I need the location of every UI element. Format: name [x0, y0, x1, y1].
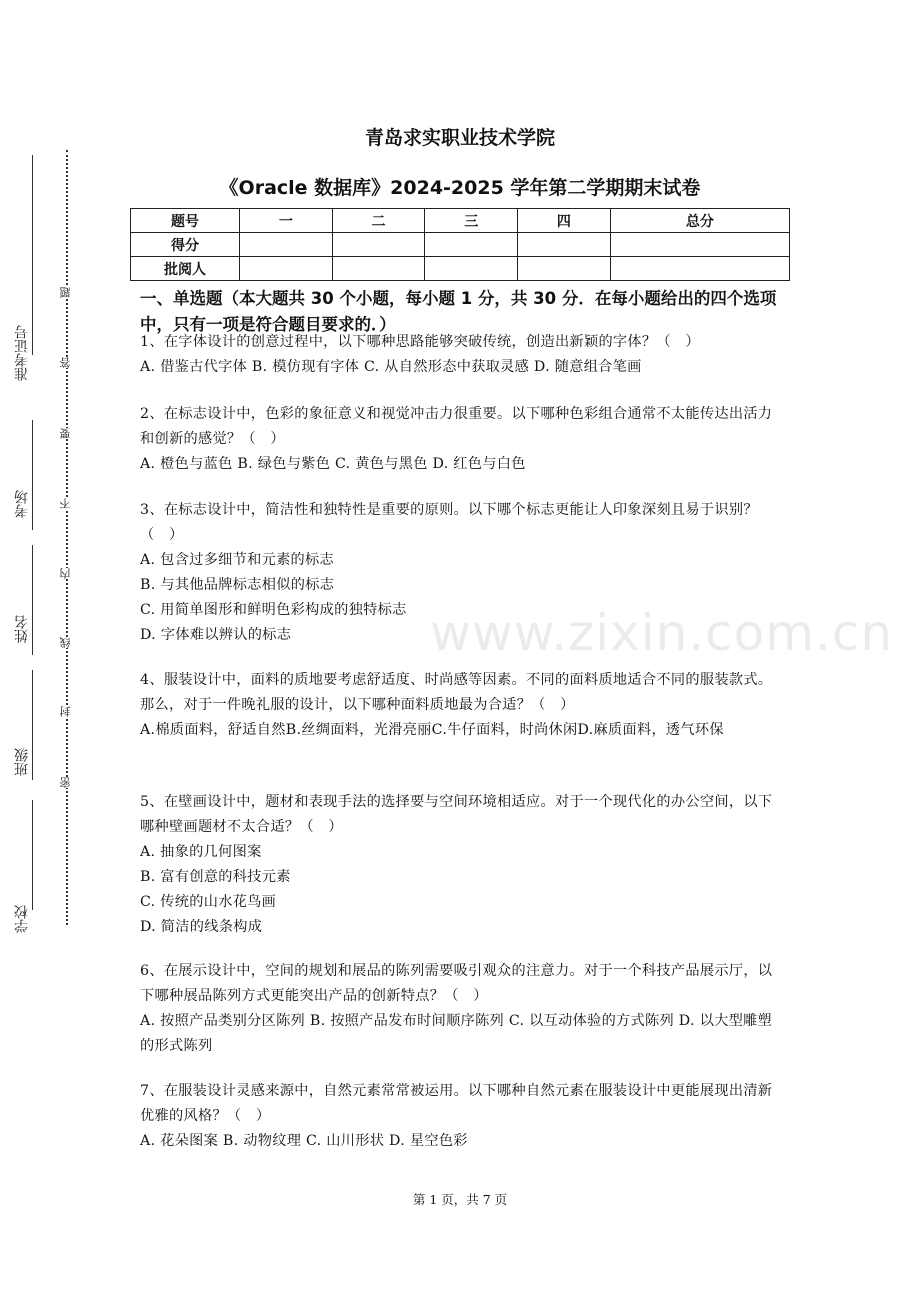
question-6: [140, 959, 785, 1059]
page-footer: 第 1 页，共 7 页: [412, 1192, 508, 1207]
seal-char: 内: [59, 568, 75, 579]
option-d: D. 简洁的线条构成: [140, 919, 263, 935]
question-options: A. 花朵图案 B. 动物纹理 C. 山川形状 D. 星空色彩: [140, 1133, 468, 1149]
column-header: 三: [425, 209, 518, 233]
question-1: [140, 330, 785, 380]
row-label-grader: 批阅人: [131, 257, 240, 281]
question-stem: 4、服装设计中，面料的质地要考虑舒适度、时尚感等因素。不同的面料质地适合不同的服装款式。那么，对于一件晚礼服的设计，以下哪种面料质地最为合适？（ ）: [140, 672, 773, 713]
grader-row: [131, 257, 790, 281]
question-options: A.棉质面料，舒适自然B.丝绸面料，光滑亮丽C.牛仔面料，时尚休闲D.麻质面料，透气环保: [140, 722, 724, 738]
score-cell[interactable]: [518, 233, 611, 257]
column-header: 四: [518, 209, 611, 233]
exam-room-label: 考场: [14, 490, 30, 518]
score-row: [131, 233, 790, 257]
row-label-question-number: 题号: [131, 209, 240, 233]
option-d: D. 字体难以辨认的标志: [140, 627, 292, 643]
column-header-total: 总分: [610, 209, 789, 233]
score-cell[interactable]: [332, 233, 425, 257]
grader-cell[interactable]: [425, 257, 518, 281]
question-stem: 5、在壁画设计中，题材和表现手法的选择要与空间环境相适应。对于一个现代化的办公空间，以下哪种壁画题材不太合适？（ ）: [140, 794, 773, 835]
row-label-score: 得分: [131, 233, 240, 257]
score-cell[interactable]: [240, 233, 333, 257]
seal-char: 不: [59, 498, 75, 509]
question-options: A. 按照产品类别分区陈列 B. 按照产品发布时间顺序陈列 C. 以互动体验的方式陈列 D. 以大型雕塑的形式陈列: [140, 1013, 773, 1054]
question-7: [140, 1079, 785, 1154]
admission-number-label: 准考证号: [14, 325, 30, 381]
name-label: 姓名: [14, 615, 30, 643]
grader-cell[interactable]: [332, 257, 425, 281]
seal-char: 密: [59, 777, 75, 788]
score-table-header-row: [131, 209, 790, 233]
watermark: www.zixin.com.cn: [430, 604, 894, 662]
option-a: A. 抽象的几何图案: [140, 844, 262, 860]
question-stem: 7、在服装设计灵感来源中，自然元素常常被运用。以下哪种自然元素在服装设计中更能展现出清新优雅的风格？（ ）: [140, 1083, 773, 1124]
question-stem: 1、在字体设计的创意过程中，以下哪种思路能够突破传统，创造出新颖的字体？（ ）: [140, 334, 700, 350]
option-c: C. 传统的山水花鸟画: [140, 894, 277, 910]
grader-cell[interactable]: [518, 257, 611, 281]
seal-char: 答: [59, 357, 75, 368]
question-stem: 3、在标志设计中，简洁性和独特性是重要的原则。以下哪个标志更能让人印象深刻且易于识别？（ ）: [140, 502, 758, 543]
option-b: B. 富有创意的科技元素: [140, 869, 291, 885]
column-header: 一: [240, 209, 333, 233]
class-label: 班级: [14, 748, 30, 776]
option-c: C. 用简单图形和鲜明色彩构成的独特标志: [140, 602, 407, 618]
seal-char: 题: [59, 287, 75, 298]
option-a: A. 包含过多细节和元素的标志: [140, 552, 335, 568]
seal-char: 封: [59, 706, 75, 717]
school-line: [32, 800, 33, 910]
question-stem: 6、在展示设计中，空间的规划和展品的陈列需要吸引观众的注意力。对于一个科技产品展示厅，以下哪种展品陈列方式更能突出产品的创新特点？（ ）: [140, 963, 773, 1004]
question-3: [140, 498, 785, 648]
question-4: [140, 668, 785, 743]
seal-dotted-line: [66, 150, 68, 925]
school-label: 学校: [14, 905, 30, 933]
question-options: A. 橙色与蓝色 B. 绿色与紫色 C. 黄色与黑色 D. 红色与白色: [140, 456, 526, 472]
question-options: A. 借鉴古代字体 B. 模仿现有字体 C. 从自然形态中获取灵感 D. 随意组合笔画: [140, 359, 642, 375]
column-header: 二: [332, 209, 425, 233]
score-cell[interactable]: [610, 233, 789, 257]
seal-char: 要: [59, 428, 75, 439]
question-5: [140, 790, 785, 940]
grader-cell[interactable]: [240, 257, 333, 281]
question-stem: 2、在标志设计中，色彩的象征意义和视觉冲击力很重要。以下哪种色彩组合通常不太能传达出活力和创新的感觉？（ ）: [140, 406, 773, 447]
school-title: 青岛求实职业技术学院: [364, 127, 555, 149]
grader-cell[interactable]: [610, 257, 789, 281]
section-heading: 一、单选题（本大题共 30 个小题，每小题 1 分，共 30 分．在每小题给出的四个选项中，只有一项是符合题目要求的．）: [140, 289, 777, 334]
score-cell[interactable]: [425, 233, 518, 257]
score-table: [130, 208, 790, 281]
exam-title: 《Oracle 数据库》2024-2025 学年第二学期期末试卷: [219, 177, 701, 199]
question-2: [140, 402, 785, 477]
seal-char: 线: [59, 637, 75, 648]
option-b: B. 与其他品牌标志相似的标志: [140, 577, 335, 593]
